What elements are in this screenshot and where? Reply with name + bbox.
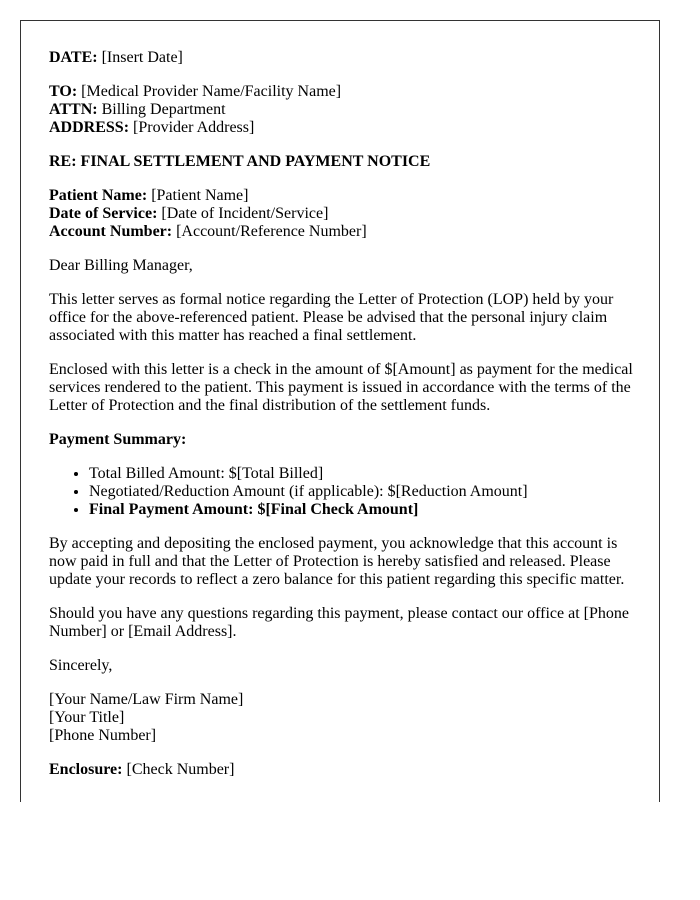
letter-page [20, 20, 660, 802]
sign-off: Sincerely, [49, 657, 113, 674]
payment-summary-list [49, 465, 639, 519]
address-label: ADDRESS: [49, 119, 130, 136]
patient-block [49, 187, 639, 241]
payment-summary-heading-text: Payment Summary: [49, 431, 187, 448]
enclosure-label: Enclosure: [49, 761, 123, 778]
letter-content [49, 49, 639, 795]
body-paragraph-1: This letter serves as formal notice regarding the Letter of Protection (LOP) held by your office for the above-referenced patient. Please be advised that the personal injury claim associated with this matter has reached a final settlement. [49, 291, 614, 344]
enclosure-line [49, 761, 639, 779]
signature-phone: [Phone Number] [49, 727, 157, 744]
account-number-value: [Account/Reference Number] [176, 223, 367, 240]
body-paragraph-2: Enclosed with this letter is a check in the amount of $[Amount] as payment for the medical services rendered to the patient. This payment is issued in accordance with the terms of the Letter of Protection and the final distribution of the settlement funds. [49, 361, 633, 414]
signature-title: [Your Title] [49, 709, 125, 726]
closing-paragraph-1: By accepting and depositing the enclosed payment, you acknowledge that this account is now paid in full and that the Letter of Protection is hereby satisfied and released. Please update your records to reflect a zero balance for this patient regarding this specific matter. [49, 535, 625, 588]
list-item-total-billed: • Total Billed Amount: $[Total Billed] [89, 465, 639, 483]
address-line [49, 119, 639, 137]
payment-summary-heading [49, 431, 639, 449]
attn-value: Billing Department [101, 101, 226, 118]
signature-block [49, 691, 639, 745]
date-line [49, 49, 639, 67]
date-value: [Insert Date] [101, 49, 183, 66]
signature-name: [Your Name/Law Firm Name] [49, 691, 244, 708]
to-line [49, 83, 639, 101]
patient-name-label: Patient Name: [49, 187, 148, 204]
date-of-service-value: [Date of Incident/Service] [161, 205, 329, 222]
to-label: TO: [49, 83, 78, 100]
recipient-block [49, 83, 639, 137]
account-number-label: Account Number: [49, 223, 173, 240]
attn-label: ATTN: [49, 101, 98, 118]
list-item-reduction: • Negotiated/Reduction Amount (if applicable): $[Reduction Amount] [89, 483, 639, 501]
to-value: [Medical Provider Name/Facility Name] [81, 83, 342, 100]
patient-name-value: [Patient Name] [151, 187, 249, 204]
subject-line [49, 153, 639, 171]
date-of-service-line [49, 205, 639, 223]
enclosure-value: [Check Number] [126, 761, 235, 778]
closing-paragraph-2: Should you have any questions regarding this payment, please contact our office at [Phone Number] or [Email Address]. [49, 605, 629, 640]
patient-name-line [49, 187, 639, 205]
subject-text: RE: FINAL SETTLEMENT AND PAYMENT NOTICE [49, 153, 431, 170]
list-item-final-payment [89, 501, 639, 519]
date-label: DATE: [49, 49, 98, 66]
attn-line [49, 101, 639, 119]
salutation: Dear Billing Manager, [49, 257, 193, 274]
address-value: [Provider Address] [133, 119, 255, 136]
date-of-service-label: Date of Service: [49, 205, 158, 222]
final-payment-text: Final Payment Amount: $[Final Check Amount] [89, 501, 419, 518]
account-number-line [49, 223, 639, 241]
